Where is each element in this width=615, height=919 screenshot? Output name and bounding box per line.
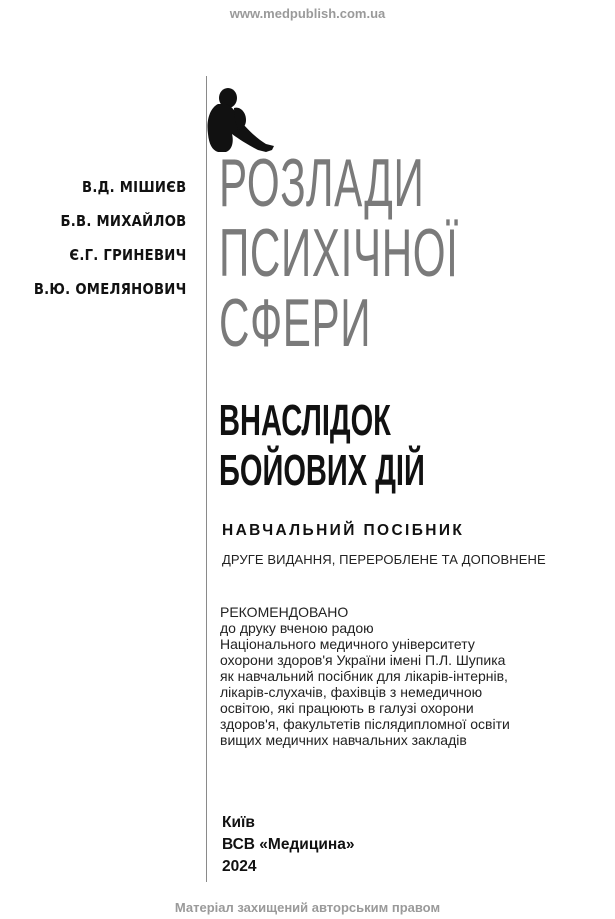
- recommendation-line: до друку вченою радою: [220, 620, 374, 636]
- author-name: Б.В. МИХАЙЛОВ: [60, 212, 187, 230]
- recommendation-line: охорони здоров'я України імені П.Л. Шупика: [220, 652, 506, 668]
- recommendation-line: лікарів-слухачів, фахівців з немедичною: [220, 684, 483, 700]
- title-line: РОЗЛАДИ: [219, 145, 425, 221]
- vertical-divider: [206, 76, 207, 882]
- recommendation-line: здоров'я, факультетів післядипломної освіти: [220, 716, 510, 732]
- author-name: В.Д. МІШИЄВ: [82, 178, 187, 196]
- recommendation-line: освітою, які працюють в галузі охорони: [220, 700, 474, 716]
- author-name: В.Ю. ОМЕЛЯНОВИЧ: [34, 280, 187, 298]
- imprint-publisher: ВСВ «Медицина»: [222, 836, 355, 853]
- authors-list: [13, 170, 187, 306]
- title-line: СФЕРИ: [219, 285, 372, 361]
- title-line: ПСИХІЧНОЇ: [219, 215, 459, 291]
- title-subtitle: [219, 396, 531, 496]
- subtitle-line: ВНАСЛІДОК: [219, 396, 391, 445]
- recommendation-line: Національного медичного університету: [220, 636, 475, 652]
- recommendation-block: [220, 604, 510, 748]
- imprint-year: 2024: [222, 858, 257, 875]
- imprint-city: Київ: [222, 814, 255, 831]
- title-main: [219, 145, 605, 361]
- subtitle-line: БОЙОВИХ ДІЙ: [219, 446, 425, 495]
- author-name: Є.Г. ГРИНЕВИЧ: [69, 246, 187, 264]
- recommendation-heading: РЕКОМЕНДОВАНО: [220, 604, 349, 620]
- recommendation-line: вищих медичних навчальних закладів: [220, 732, 467, 748]
- site-url[interactable]: www.medpublish.com.ua: [229, 6, 386, 21]
- copyright-note: Матеріал захищений авторським правом: [174, 900, 441, 915]
- edition-note: ДРУГЕ ВИДАННЯ, ПЕРЕРОБЛЕНЕ ТА ДОПОВНЕНЕ: [222, 552, 546, 567]
- recommendation-line: як навчальний посібник для лікарів-інтернів,: [220, 668, 508, 684]
- book-kind: НАВЧАЛЬНИЙ ПОСІБНИК: [222, 522, 465, 539]
- imprint-block: [222, 812, 354, 878]
